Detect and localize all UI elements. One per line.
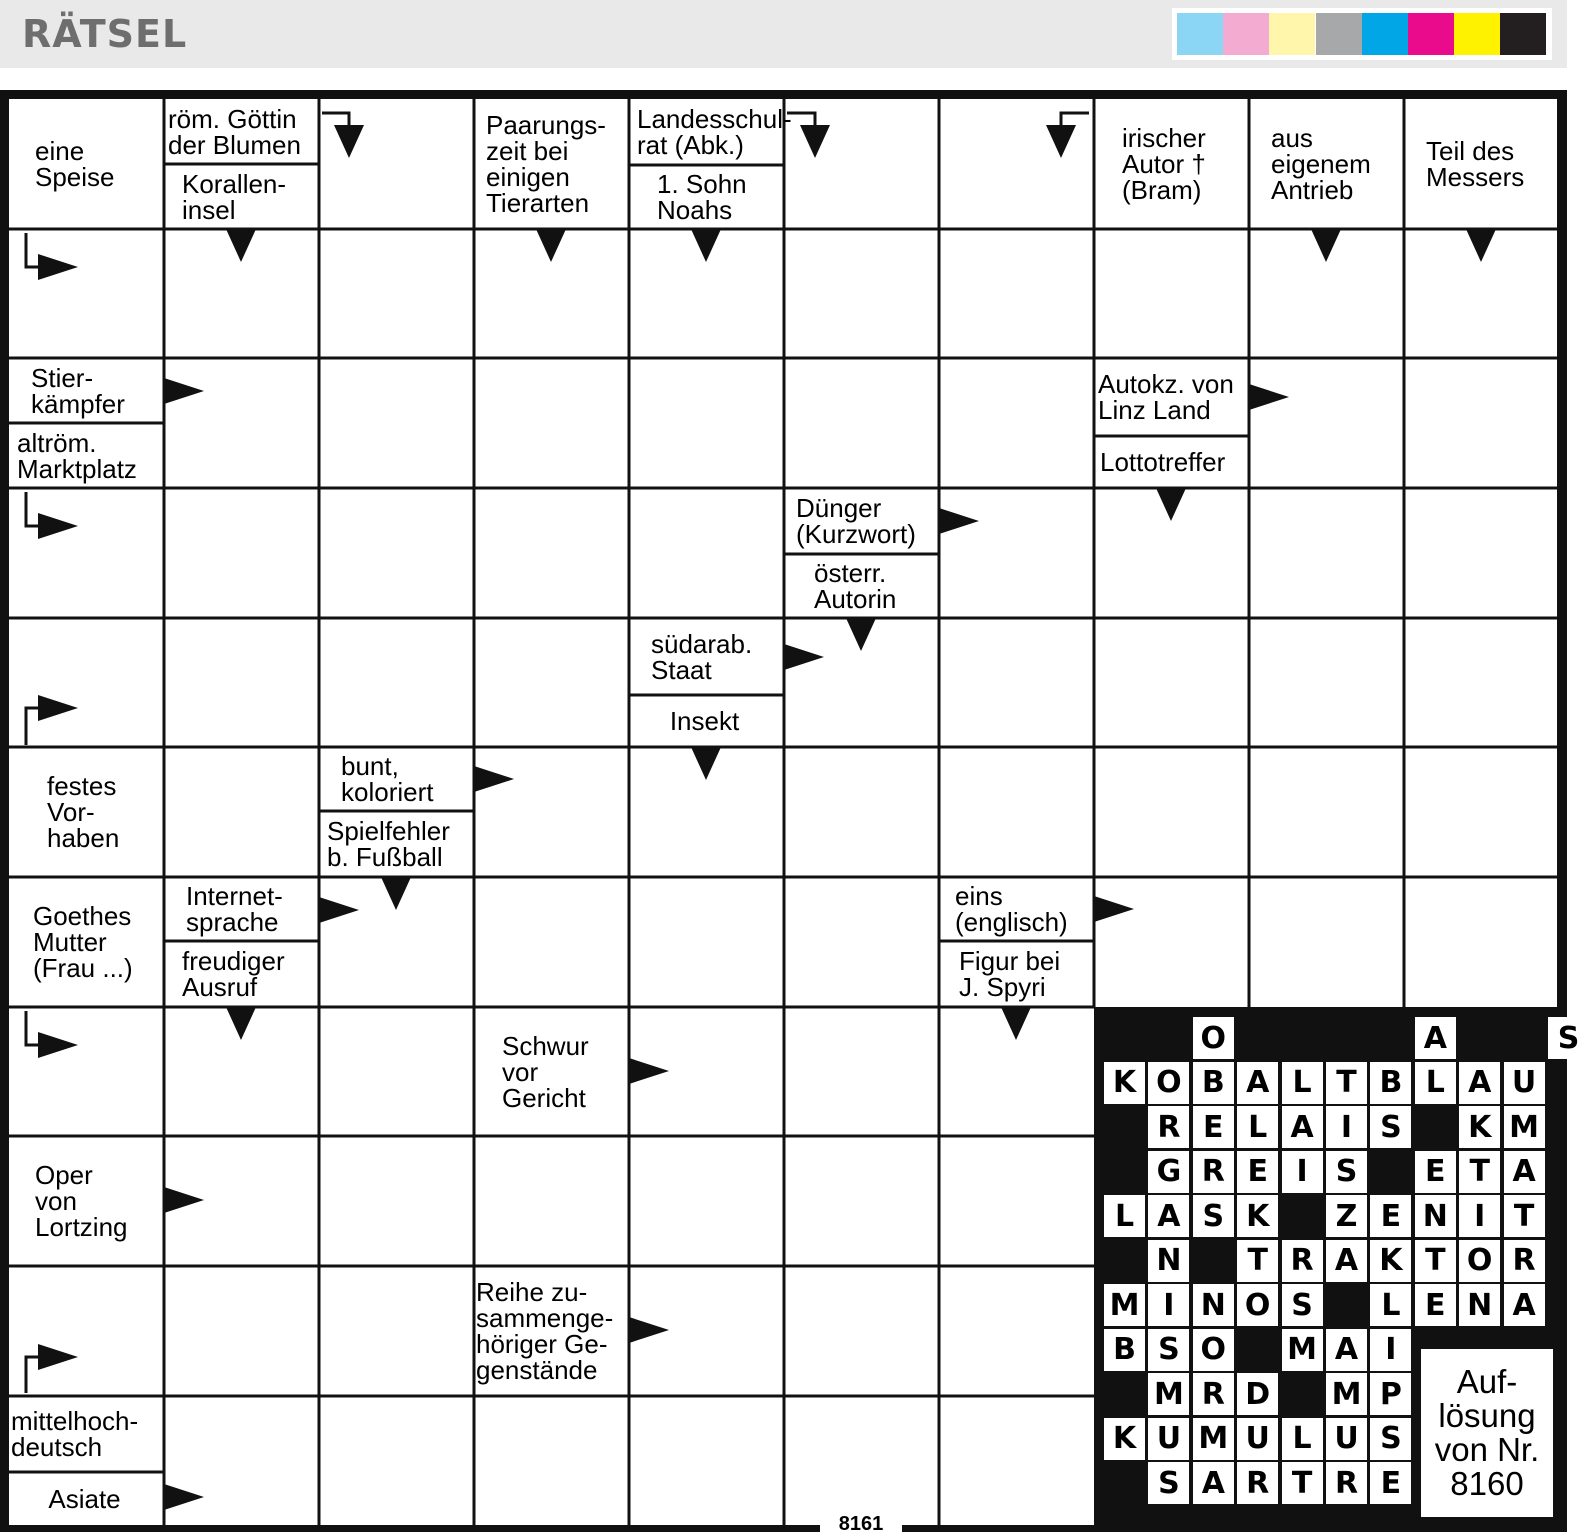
solution-cell: S — [1548, 1017, 1589, 1059]
clue-line: Lottotreffer — [1100, 447, 1226, 477]
solution-cell: G — [1148, 1151, 1189, 1193]
clue-line: Staat — [651, 654, 712, 685]
clue-line: Speise — [35, 162, 115, 192]
solution-cell: A — [1237, 1062, 1278, 1104]
solution-cell: N — [1459, 1284, 1500, 1326]
clue-festes-vorhaben — [9, 747, 164, 877]
solution-cell: T — [1326, 1062, 1367, 1104]
solution-cell: A — [1504, 1151, 1545, 1193]
clue-line: röm. Göttin — [168, 104, 297, 134]
clue-line: Ausruf — [182, 972, 258, 1002]
solution-cell: M — [1326, 1373, 1367, 1415]
solution-cell: L — [1370, 1284, 1411, 1326]
solution-caption — [1421, 1349, 1553, 1517]
clue-line: Tierarten — [486, 188, 590, 218]
clue-eins-englisch — [939, 877, 1094, 941]
clue-line: insel — [182, 195, 236, 225]
solution-caption-line: Auf- — [1456, 1363, 1518, 1400]
solution-caption-line: von Nr. — [1434, 1431, 1540, 1468]
clue-mittelhochdeutsch — [9, 1396, 164, 1472]
clue-line: Goethes — [33, 901, 132, 931]
clue-suedarab-staat — [629, 618, 784, 695]
clue-line: Internet- — [186, 881, 283, 911]
solution-cell: N — [1148, 1240, 1189, 1282]
clue-line: Insekt — [669, 706, 740, 736]
clue-line: (Bram) — [1122, 175, 1202, 205]
solution-cell: M — [1104, 1284, 1145, 1326]
clue-sohn-noahs — [629, 165, 784, 229]
solution-cell: S — [1370, 1106, 1411, 1148]
clue-line: Dünger — [796, 493, 882, 523]
solution-cell: M — [1193, 1418, 1234, 1460]
clue-paarungszeit — [474, 99, 629, 229]
solution-cell: P — [1370, 1373, 1411, 1415]
clue-line: rat (Abk.) — [637, 130, 744, 160]
solution-cell: S — [1148, 1462, 1189, 1504]
clue-line: kämpfer — [31, 388, 125, 419]
clue-freudiger-ausruf — [164, 941, 319, 1007]
clue-reihe — [474, 1266, 629, 1396]
clue-line: der Blumen — [168, 130, 301, 160]
solution-cell: L — [1415, 1062, 1456, 1104]
solution-cell: A — [1504, 1284, 1545, 1326]
solution-cell: U — [1148, 1418, 1189, 1460]
solution-cell: S — [1193, 1195, 1234, 1237]
clue-roem-goettin — [164, 99, 319, 165]
clue-line: zeit bei — [486, 136, 569, 166]
clue-line: sammenge- — [476, 1303, 614, 1333]
clue-aus-eigenem-antrieb — [1249, 99, 1404, 229]
solution-cell: A — [1326, 1240, 1367, 1282]
clue-line: sprache — [186, 907, 279, 937]
solution-cell: T — [1459, 1151, 1500, 1193]
clue-line: Antrieb — [1271, 175, 1354, 205]
clue-line: altröm. — [17, 427, 97, 458]
solution-cell: E — [1415, 1284, 1456, 1326]
solution-cell: U — [1504, 1062, 1545, 1104]
clue-line: aus — [1271, 123, 1313, 153]
solution-cell: R — [1282, 1240, 1323, 1282]
solution-caption-line: 8160 — [1450, 1465, 1524, 1502]
solution-cell: A — [1148, 1195, 1189, 1237]
solution-cell: E — [1370, 1462, 1411, 1504]
clue-line: freudiger — [182, 946, 285, 976]
clue-asiate — [9, 1472, 164, 1525]
solution-cell: O — [1459, 1240, 1500, 1282]
clue-line: Vor- — [47, 797, 95, 827]
clue-figur-spyri — [939, 941, 1094, 1007]
clue-line: Lortzing — [35, 1212, 128, 1242]
clue-autokz-linz — [1094, 358, 1249, 436]
solution-cell: O — [1148, 1062, 1189, 1104]
solution-cell: A — [1326, 1329, 1367, 1371]
clue-line: einigen — [486, 162, 570, 192]
solution-cell: K — [1104, 1062, 1145, 1104]
solution-cell: I — [1370, 1329, 1411, 1371]
solution-cell: L — [1104, 1195, 1145, 1237]
clue-line: Spielfehler — [327, 816, 450, 846]
clue-line: österr. — [814, 558, 887, 588]
solution-cell: R — [1504, 1240, 1545, 1282]
clue-line: mittelhoch- — [11, 1406, 139, 1436]
solution-cell: O — [1237, 1284, 1278, 1326]
solution-caption-line: lösung — [1438, 1397, 1536, 1434]
solution-cell: A — [1282, 1106, 1323, 1148]
solution-cell: T — [1504, 1195, 1545, 1237]
solution-cell: M — [1148, 1373, 1189, 1415]
solution-cell: E — [1370, 1195, 1411, 1237]
solution-cell: M — [1504, 1106, 1545, 1148]
clue-altroem-marktplatz — [9, 423, 164, 488]
solution-cell: E — [1237, 1151, 1278, 1193]
clue-line: Stier- — [31, 362, 94, 393]
solution-cell: U — [1326, 1418, 1367, 1460]
solution-cell: L — [1282, 1062, 1323, 1104]
solution-cell: A — [1459, 1062, 1500, 1104]
clue-oper-lortzing — [9, 1136, 164, 1266]
clue-spielfehler — [319, 811, 474, 877]
solution-cell: U — [1237, 1418, 1278, 1460]
clue-line: koloriert — [341, 777, 434, 807]
page-title: RÄTSEL — [22, 12, 188, 56]
clue-line: (englisch) — [955, 907, 1068, 937]
solution-cell: N — [1193, 1284, 1234, 1326]
clue-line: südarab. — [651, 628, 753, 659]
solution-cell: S — [1370, 1418, 1411, 1460]
clue-teil-des-messers — [1404, 99, 1557, 229]
solution-cell: B — [1193, 1062, 1234, 1104]
solution-cell: T — [1282, 1462, 1323, 1504]
clue-line: Autorin — [814, 584, 897, 614]
clue-eine-speise — [9, 99, 164, 229]
solution-cell: N — [1415, 1195, 1456, 1237]
clue-line: b. Fußball — [327, 842, 443, 872]
clue-insekt — [629, 695, 784, 747]
clue-stierkaempfer — [9, 358, 164, 423]
clue-line: von — [35, 1186, 77, 1216]
solution-cell: L — [1282, 1418, 1323, 1460]
clue-line: Marktplatz — [17, 453, 137, 484]
clue-lottotreffer — [1094, 436, 1249, 488]
clue-line: Oper — [35, 1160, 93, 1190]
clue-line: höriger Ge- — [476, 1329, 608, 1359]
clue-line: Autor † — [1122, 149, 1206, 179]
clue-schwur — [474, 1007, 629, 1136]
clue-oesterr-autorin — [784, 554, 939, 618]
solution-cell: I — [1326, 1106, 1367, 1148]
clue-line: (Kurzwort) — [796, 519, 916, 549]
clue-line: vor — [502, 1056, 539, 1087]
solution-cell: L — [1237, 1106, 1278, 1148]
solution-cell: K — [1370, 1240, 1411, 1282]
solution-cell: E — [1193, 1106, 1234, 1148]
clue-line: deutsch — [11, 1432, 103, 1462]
clue-line: Asiate — [48, 1483, 121, 1514]
solution-cell: T — [1415, 1240, 1456, 1282]
clue-line: Teil des — [1426, 136, 1515, 166]
clue-line: haben — [47, 823, 120, 853]
clue-line: Linz Land — [1098, 395, 1211, 425]
solution-cell: R — [1237, 1462, 1278, 1504]
clue-line: Autokz. von — [1098, 369, 1234, 399]
solution-cell: R — [1148, 1106, 1189, 1148]
solution-cell: K — [1459, 1106, 1500, 1148]
clue-line: Figur bei — [959, 946, 1061, 976]
clue-line: (Frau ...) — [33, 953, 133, 983]
solution-cell: B — [1104, 1329, 1145, 1371]
solution-cell: O — [1193, 1017, 1234, 1059]
clue-line: eine — [35, 136, 85, 166]
clue-line: Mutter — [33, 927, 107, 957]
clue-irischer-autor — [1094, 99, 1249, 229]
clue-line: Landesschul- — [637, 104, 792, 134]
solution-cell: R — [1193, 1373, 1234, 1415]
solution-cell: R — [1193, 1151, 1234, 1193]
solution-cell: A — [1193, 1462, 1234, 1504]
solution-cell: O — [1193, 1329, 1234, 1371]
solution-cell: K — [1237, 1195, 1278, 1237]
solution-cell: S — [1326, 1151, 1367, 1193]
solution-cell: K — [1104, 1418, 1145, 1460]
clue-line: Schwur — [502, 1030, 589, 1061]
clue-line: Gericht — [502, 1082, 586, 1113]
clue-line: Messers — [1426, 162, 1525, 192]
solution-cell: Z — [1326, 1195, 1367, 1237]
solution-cell: I — [1459, 1195, 1500, 1237]
solution-cell: A — [1415, 1017, 1456, 1059]
clue-line: Paarungs- — [486, 110, 606, 140]
clue-duenger — [784, 488, 939, 554]
clue-line: bunt, — [341, 751, 399, 781]
solution-cell: S — [1148, 1329, 1189, 1371]
clue-line: genstände — [476, 1355, 598, 1385]
puzzle-number: 8161 — [820, 1512, 902, 1534]
clue-line: irischer — [1122, 123, 1206, 153]
clue-line: festes — [47, 771, 117, 801]
solution-cell: D — [1237, 1373, 1278, 1415]
clue-line: eins — [955, 881, 1003, 911]
clue-landesschulrat — [629, 99, 792, 165]
clue-bunt-koloriert — [319, 747, 474, 811]
solution-cell: B — [1370, 1062, 1411, 1104]
clue-line: Reihe zu- — [476, 1277, 588, 1307]
clue-line: Noahs — [657, 195, 733, 225]
clue-internetsprache — [164, 877, 319, 941]
clue-goethes-mutter — [9, 877, 164, 1007]
solution-cell: I — [1148, 1284, 1189, 1326]
clue-line: Korallen- — [182, 169, 287, 199]
clue-korallen-insel — [164, 165, 319, 229]
solution-cell: E — [1415, 1151, 1456, 1193]
solution-cell: R — [1326, 1462, 1367, 1504]
clue-line: eigenem — [1271, 149, 1371, 179]
clue-line: 1. Sohn — [657, 169, 747, 199]
clue-line: J. Spyri — [959, 972, 1046, 1002]
solution-cell: M — [1282, 1329, 1323, 1371]
solution-cell: T — [1237, 1240, 1278, 1282]
solution-cell: I — [1282, 1151, 1323, 1193]
solution-cell: S — [1282, 1284, 1323, 1326]
